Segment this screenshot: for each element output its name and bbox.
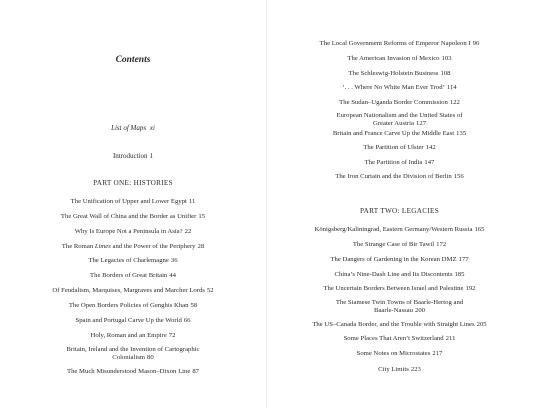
toc-entry-title: Of Feudalism, Marquises, Margraves and Marcher Lords [52, 287, 205, 294]
toc-entry[interactable] [266, 241, 533, 249]
toc-entry-line [0, 272, 266, 280]
toc-entry[interactable] [266, 226, 533, 234]
toc-entry-line [266, 159, 533, 167]
introduction-entry[interactable] [0, 152, 266, 160]
toc-page-number: 114 [446, 84, 457, 91]
toc-page-number: 28 [197, 243, 205, 250]
toc-entry[interactable] [266, 350, 533, 358]
toc-entry[interactable] [0, 346, 266, 362]
toc-entry-title: The Partition of India [364, 159, 423, 166]
toc-entry-title: The Dangers of Gardening in the Korean DMZ [330, 256, 457, 263]
toc-entry[interactable] [266, 159, 533, 167]
toc-entry-line [266, 226, 533, 234]
toc-entry-title: Königsberg/Kaliningrad, Eastern Germany/Western Russia [314, 226, 473, 233]
toc-entry-title: City Limits [378, 366, 409, 373]
toc-entry-line [266, 173, 533, 181]
toc-page-number: 58 [190, 302, 198, 309]
toc-entry-line [266, 55, 533, 63]
toc-entry[interactable] [0, 332, 266, 340]
toc-entry-title: Britain, Ireland and the Invention of Cartographic [66, 346, 200, 353]
toc-entry[interactable] [0, 257, 266, 265]
toc-entry-title: List of Maps [111, 124, 148, 132]
toc-entry[interactable] [266, 55, 533, 63]
toc-entry-line [0, 302, 266, 310]
toc-page-number: 177 [458, 256, 469, 263]
toc-entry-line [0, 213, 266, 221]
toc-entry[interactable] [266, 366, 533, 374]
toc-entry-line [266, 307, 533, 315]
toc-page-number: 87 [192, 368, 200, 375]
toc-page-number: 205 [476, 321, 487, 328]
toc-entry-title: The Legacies of Charlemagne [88, 257, 169, 264]
toc-entry[interactable] [266, 112, 533, 128]
toc-entry-line [266, 70, 533, 78]
toc-entry-title: The Siamese Twin Towns of Baarle-Hertog and [335, 299, 464, 306]
toc-entry-title: The Schleswig-Holstein Business [348, 70, 439, 77]
toc-entry-line [0, 354, 266, 362]
toc-page-number: 66 [183, 317, 191, 324]
toc-entry-line [266, 256, 533, 264]
toc-entry-title: The Roman [61, 243, 95, 250]
toc-page-number: 108 [440, 70, 451, 77]
toc-entry[interactable] [0, 302, 266, 310]
toc-page-number: 15 [198, 213, 206, 220]
toc-entry[interactable] [266, 271, 533, 279]
toc-page-number: 165 [474, 226, 485, 233]
toc-entry-title: Spain and Portugal Carve Up the World [75, 317, 182, 324]
part-one-heading: PART ONE: HISTORIES [93, 179, 173, 187]
toc-page-number: 72 [168, 332, 176, 339]
toc-entry-line [0, 287, 266, 295]
toc-entry-line [266, 285, 533, 293]
toc-page-number: 192 [465, 285, 476, 292]
toc-entry[interactable] [0, 213, 266, 221]
toc-page-number: 1 [149, 152, 154, 160]
toc-page-number: 142 [425, 144, 436, 151]
toc-page-number: 147 [424, 159, 435, 166]
toc-entry-title: The American Invasion of Mexico [347, 55, 440, 62]
toc-page-number: 135 [456, 130, 467, 137]
toc-entry-line [266, 112, 533, 120]
toc-entry[interactable] [266, 99, 533, 107]
toc-entry-line [0, 346, 266, 354]
toc-page-number: 52 [206, 287, 214, 294]
toc-entry-line [0, 243, 266, 251]
toc-entry[interactable] [0, 198, 266, 206]
toc-page-number: 172 [436, 241, 447, 248]
toc-entry-line [266, 99, 533, 107]
toc-entry-line [0, 368, 266, 376]
toc-entry-title: Introduction [112, 152, 148, 160]
part-two-heading: PART TWO: LEGACIES [359, 207, 440, 215]
toc-entry-title: Britain and France Carve Up the Middle East [332, 130, 455, 137]
toc-entry[interactable] [266, 335, 533, 343]
toc-entry[interactable] [266, 285, 533, 293]
toc-entry[interactable] [0, 317, 266, 325]
toc-entry-title: The Uncertain Borders Between Israel and Palestine [323, 285, 464, 292]
toc-entry[interactable] [0, 272, 266, 280]
toc-entry-line [266, 84, 533, 92]
toc-entry-title: Limes [94, 243, 111, 250]
toc-page-number: 96 [472, 40, 480, 47]
toc-entry-title: The Borders of Great Britain [90, 272, 168, 279]
toc-entry-title: The Much Misunderstood Mason–Dixon Line [66, 368, 191, 375]
toc-entry-title: Colonialism [112, 354, 145, 362]
toc-entry-title: and the Power of the Periphery [110, 243, 196, 250]
toc-entry-title: European Nationalism and the United States of [336, 112, 463, 119]
toc-entry-title: The Strange Case of Bir Tawil [352, 241, 435, 248]
toc-entry-line [266, 271, 533, 279]
toc-entry[interactable] [266, 299, 533, 315]
toc-entry-line [266, 241, 533, 249]
toc-page-number: 103 [441, 55, 452, 62]
toc-entry-title: The Iron Curtain and the Division of Berlin [335, 173, 452, 180]
toc-entry-title: Some Notes on Microstates [356, 350, 431, 357]
toc-entry-line [0, 152, 266, 160]
toc-page-number: 211 [445, 335, 456, 342]
toc-page-number: 217 [432, 350, 443, 357]
toc-entry-title: China’s Nine-Dash Line and Its Discontents [334, 271, 453, 278]
toc-entry-line [266, 40, 533, 48]
toc-entry-line [0, 317, 266, 325]
toc-entry-title: The Sudan–Uganda Border Commission [339, 99, 448, 106]
toc-entry-title: ‘. . . Where No White Man Ever Trod’ [342, 84, 445, 91]
toc-entry-line [266, 350, 533, 358]
toc-entry-title: Some Places That Aren’t Switzerland [343, 335, 444, 342]
toc-entry-line [0, 257, 266, 265]
toc-entry-line [266, 321, 533, 329]
toc-entry-line [266, 120, 533, 128]
toc-page-number: 185 [454, 271, 465, 278]
toc-entry-title: The Great Wall of China and the Border as Unifier [60, 213, 197, 220]
toc-entry[interactable] [266, 256, 533, 264]
toc-entry-title: Holy, Roman and an Empire [90, 332, 167, 339]
toc-entry-title: The US–Canada Border, and the Trouble with Straight Lines [312, 321, 475, 328]
toc-entry-line [0, 124, 266, 132]
left-page [0, 0, 266, 408]
toc-page-number: 200 [414, 307, 426, 315]
toc-page-number: 44 [169, 272, 176, 279]
toc-page-number: 11 [188, 198, 196, 205]
toc-entry[interactable] [266, 173, 533, 181]
toc-entry-title: The Open Borders Policies of Genghis Khan [68, 302, 189, 309]
toc-entry-line [266, 335, 533, 343]
list-of-maps-entry[interactable] [0, 124, 266, 132]
toc-page-number: xi [149, 124, 155, 132]
toc-entry-title: The Partition of Ulster [363, 144, 424, 151]
toc-entry-title: Greater Austria [372, 120, 414, 128]
toc-entry-line [266, 130, 533, 138]
toc-entry[interactable] [0, 243, 266, 251]
toc-entry[interactable] [266, 144, 533, 152]
toc-page-number: 122 [449, 99, 460, 106]
toc-entry-line [266, 299, 533, 307]
toc-page-number: 223 [410, 366, 421, 373]
toc-page-number: 127 [416, 120, 427, 128]
toc-entry-line [0, 332, 266, 340]
toc-entry[interactable] [266, 84, 533, 92]
toc-entry[interactable] [266, 130, 533, 138]
toc-entry-title: The Local Government Reforms of Emperor Napoleon I [319, 40, 471, 47]
toc-entry[interactable] [0, 287, 266, 295]
toc-entry-line [266, 366, 533, 374]
toc-page-number: 156 [453, 173, 464, 180]
contents-heading: Contents [115, 55, 151, 65]
toc-entry-line [0, 198, 266, 206]
toc-page-number: 36 [170, 257, 178, 264]
right-page [266, 0, 533, 408]
toc-page-number: 22 [184, 228, 192, 235]
toc-page-number: 80 [147, 354, 154, 362]
toc-entry-title: Why Is Europe Not a Peninsula in Asia? [74, 228, 183, 235]
toc-entry[interactable] [0, 368, 266, 376]
toc-entry-title: The Unification of Upper and Lower Egypt [70, 198, 187, 205]
toc-entry-title: Baarle-Nassau [373, 307, 413, 315]
toc-entry[interactable] [266, 70, 533, 78]
toc-entry-line [266, 144, 533, 152]
toc-entry[interactable] [266, 321, 533, 329]
toc-entry[interactable] [266, 40, 533, 48]
toc-entry[interactable] [0, 228, 266, 236]
toc-entry-line [0, 228, 266, 236]
